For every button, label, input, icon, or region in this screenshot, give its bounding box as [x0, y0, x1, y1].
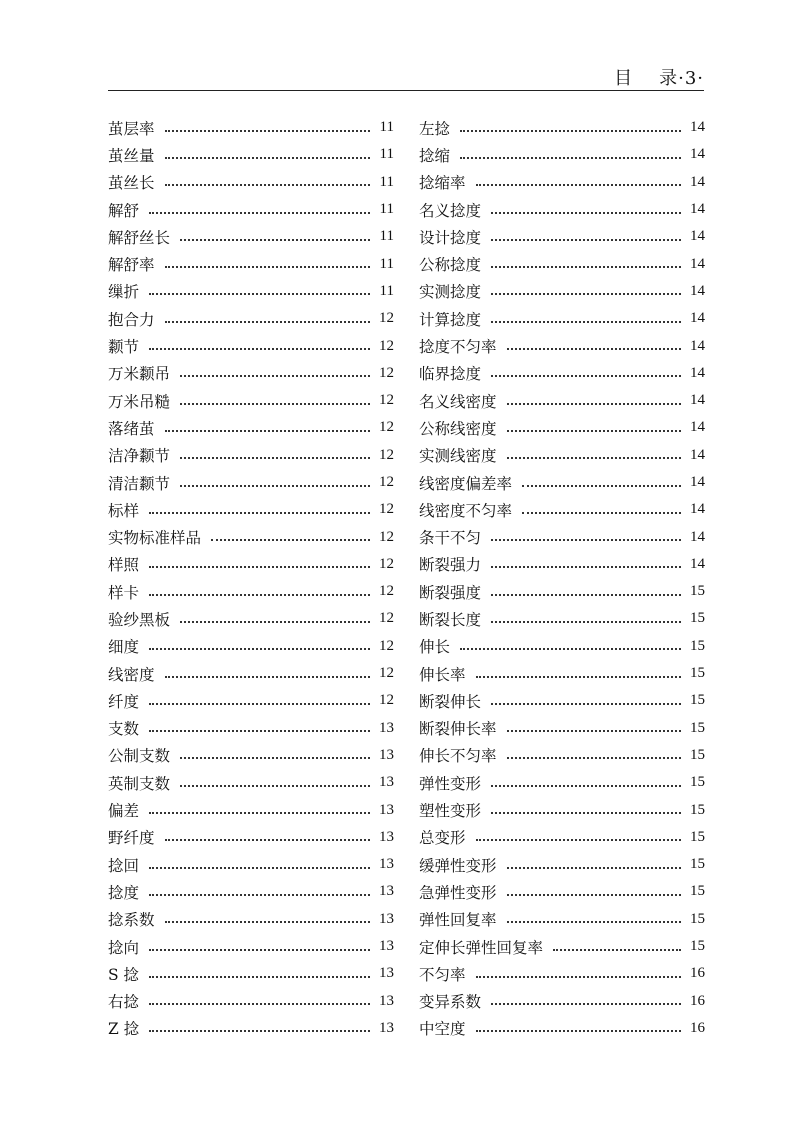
toc-entry[interactable] — [419, 141, 705, 168]
toc-entry-page-number: 11 — [379, 228, 394, 245]
toc-entry-term: 落绪茧 — [108, 419, 155, 438]
dot-leader — [507, 720, 681, 732]
toc-entry-term: 计算捻度 — [419, 310, 482, 329]
toc-entry[interactable] — [108, 578, 394, 605]
toc-entry[interactable] — [108, 605, 394, 632]
toc-entry-term: 临界捻度 — [419, 365, 482, 384]
dot-leader — [149, 638, 370, 650]
toc-entry-term: S 捻 — [108, 965, 140, 984]
toc-entry-page-number: 14 — [690, 337, 705, 354]
dot-leader — [211, 529, 370, 541]
dot-leader — [476, 966, 681, 978]
toc-entry-term: 解舒丝长 — [108, 228, 171, 247]
toc-entry-page-number: 14 — [690, 282, 705, 299]
dot-leader — [507, 338, 681, 350]
toc-entry-term: 野纤度 — [108, 829, 155, 848]
dot-leader — [180, 229, 370, 241]
toc-entry-page-number: 14 — [690, 419, 705, 436]
dot-leader — [507, 911, 681, 923]
toc-entry[interactable] — [108, 387, 394, 414]
toc-entry-page-number: 14 — [690, 255, 705, 272]
toc-entry[interactable] — [419, 715, 705, 742]
toc-entry-term: 茧丝量 — [108, 146, 155, 165]
toc-entry-term: 捻缩 — [419, 146, 451, 165]
toc-entry-term: 右捻 — [108, 993, 140, 1012]
dot-leader — [149, 693, 370, 705]
toc-entry-page-number: 14 — [690, 528, 705, 545]
toc-entry[interactable] — [419, 496, 705, 523]
toc-entry-page-number: 14 — [690, 201, 705, 218]
dot-leader — [149, 556, 370, 568]
toc-entry-term: 细度 — [108, 638, 140, 657]
dot-leader — [491, 256, 681, 268]
dot-leader — [491, 584, 681, 596]
toc-entry-term: 颣节 — [108, 338, 140, 357]
toc-entry[interactable] — [419, 414, 705, 441]
toc-entry[interactable] — [108, 715, 394, 742]
toc-entry[interactable] — [108, 141, 394, 168]
toc-entry[interactable] — [419, 633, 705, 660]
toc-entry-term: 洁净颣节 — [108, 447, 171, 466]
dot-leader — [507, 393, 681, 405]
toc-entry-page-number: 14 — [690, 364, 705, 381]
toc-entry-term: 定伸长弹性回复率 — [419, 938, 544, 957]
toc-entry-page-number: 12 — [379, 501, 394, 518]
toc-entry-term: 中空度 — [419, 1020, 466, 1039]
dot-leader — [180, 475, 370, 487]
toc-entry-term: 茧丝长 — [108, 174, 155, 193]
dot-leader — [491, 529, 681, 541]
toc-entry[interactable] — [108, 469, 394, 496]
dot-leader — [460, 120, 681, 132]
toc-entry-term: 公称线密度 — [419, 419, 497, 438]
toc-entry[interactable] — [419, 578, 705, 605]
toc-entry-term: 万米吊糙 — [108, 392, 171, 411]
toc-entry[interactable] — [419, 114, 705, 141]
dot-leader — [149, 1020, 370, 1032]
toc-entry[interactable] — [419, 878, 705, 905]
toc-entry-term: 总变形 — [419, 829, 466, 848]
dot-leader — [507, 747, 681, 759]
toc-entry[interactable] — [108, 796, 394, 823]
toc-entry-page-number: 13 — [379, 801, 394, 818]
toc-entry[interactable] — [419, 387, 705, 414]
toc-entry-page-number: 16 — [690, 992, 705, 1009]
dot-leader — [491, 311, 681, 323]
dot-leader — [180, 365, 370, 377]
toc-entry-page-number: 12 — [379, 419, 394, 436]
toc-entry-term: 设计捻度 — [419, 228, 482, 247]
toc-entry-page-number: 13 — [379, 965, 394, 982]
dot-leader — [165, 174, 370, 186]
toc-entry-page-number: 12 — [379, 364, 394, 381]
toc-entry-page-number: 12 — [379, 310, 394, 327]
toc-entry-page-number: 12 — [379, 392, 394, 409]
toc-entry[interactable] — [419, 660, 705, 687]
toc-entry-term: 清洁颣节 — [108, 474, 171, 493]
toc-entry-page-number: 16 — [690, 1019, 705, 1036]
dot-leader — [180, 393, 370, 405]
toc-entry-term: 断裂强度 — [419, 583, 482, 602]
toc-entry[interactable] — [419, 851, 705, 878]
toc-entry[interactable] — [108, 523, 394, 550]
dot-leader — [180, 775, 370, 787]
toc-entry[interactable] — [419, 169, 705, 196]
toc-entry[interactable] — [419, 605, 705, 632]
toc-entry[interactable] — [419, 442, 705, 469]
toc-entry-term: 纤度 — [108, 692, 140, 711]
toc-entry[interactable] — [419, 796, 705, 823]
dot-leader — [165, 147, 370, 159]
toc-entry-page-number: 13 — [379, 910, 394, 927]
toc-entry-page-number: 15 — [690, 665, 705, 682]
dot-leader — [149, 966, 370, 978]
dot-leader — [180, 611, 370, 623]
toc-entry-term: 断裂强力 — [419, 556, 482, 575]
toc-entry-term: 解舒率 — [108, 256, 155, 275]
toc-entry[interactable] — [108, 250, 394, 277]
toc-entry-page-number: 12 — [379, 610, 394, 627]
toc-entry-term: 弹性回复率 — [419, 911, 497, 930]
toc-entry[interactable] — [108, 332, 394, 359]
toc-entry-page-number: 12 — [379, 637, 394, 654]
toc-entry[interactable] — [108, 824, 394, 851]
toc-entry-page-number: 14 — [690, 446, 705, 463]
dot-leader — [165, 256, 370, 268]
toc-entry[interactable] — [419, 551, 705, 578]
toc-entry[interactable] — [108, 169, 394, 196]
dot-leader — [491, 556, 681, 568]
dot-leader — [507, 447, 681, 459]
toc-entry-term: 抱合力 — [108, 310, 155, 329]
toc-entry[interactable] — [108, 769, 394, 796]
toc-entry-page-number: 12 — [379, 692, 394, 709]
toc-entry-term: 条干不匀 — [419, 529, 482, 548]
dot-leader — [491, 993, 681, 1005]
toc-entry[interactable] — [419, 824, 705, 851]
dot-leader — [476, 174, 681, 186]
dot-leader — [149, 857, 370, 869]
toc-entry-page-number: 12 — [379, 583, 394, 600]
toc-entry-page-number: 13 — [379, 1019, 394, 1036]
toc-entry[interactable] — [108, 442, 394, 469]
toc-entry[interactable] — [108, 114, 394, 141]
toc-entry-page-number: 14 — [690, 119, 705, 136]
toc-entry[interactable] — [108, 278, 394, 305]
dot-leader — [149, 802, 370, 814]
toc-entry[interactable] — [419, 223, 705, 250]
toc-entry-page-number: 14 — [690, 474, 705, 490]
toc-entry[interactable] — [419, 523, 705, 550]
toc-entry[interactable] — [419, 332, 705, 359]
toc-entry-term: 缓弹性变形 — [419, 856, 497, 875]
toc-entry-page-number: 12 — [379, 665, 394, 682]
toc-entry[interactable] — [108, 906, 394, 933]
toc-entry-page-number: 11 — [379, 282, 394, 299]
header-title — [614, 64, 704, 90]
toc-entry-term: 断裂长度 — [419, 610, 482, 629]
toc-entry-page-number: 13 — [379, 719, 394, 736]
dot-leader — [165, 420, 370, 432]
toc-entry-term: 偏差 — [108, 802, 140, 821]
toc-entry-term: 缫折 — [108, 283, 140, 302]
toc-entry[interactable] — [108, 988, 394, 1015]
toc-entry-term: 捻度不匀率 — [419, 338, 497, 357]
toc-entry-page-number: 15 — [690, 746, 705, 763]
toc-entry[interactable] — [108, 414, 394, 441]
header-title-part2: 录 — [659, 68, 679, 89]
toc-entry-page-number: 15 — [690, 801, 705, 818]
toc-entry-term: 万米颣吊 — [108, 365, 171, 384]
dot-leader — [491, 802, 681, 814]
dot-leader — [491, 611, 681, 623]
toc-entry-term: 捻缩率 — [419, 174, 466, 193]
toc-entry-page-number: 12 — [379, 446, 394, 463]
toc-entry-page-number: 11 — [379, 255, 394, 272]
toc-entry[interactable] — [419, 769, 705, 796]
toc-entry-page-number: 13 — [379, 992, 394, 1009]
toc-entry-page-number: 13 — [379, 856, 394, 873]
dot-leader — [460, 638, 681, 650]
toc-entry-term: 断裂伸长 — [419, 692, 482, 711]
toc-entry-term: 验纱黑板 — [108, 610, 171, 629]
toc-entry[interactable] — [108, 223, 394, 250]
toc-entry-page-number: 15 — [690, 856, 705, 873]
dot-leader — [476, 1020, 681, 1032]
toc-entry-page-number: 12 — [379, 528, 394, 545]
toc-entry-page-number: 15 — [690, 637, 705, 654]
dot-leader — [165, 911, 370, 923]
toc-entry-term: 英制支数 — [108, 774, 171, 793]
toc-entry-page-number: 13 — [379, 828, 394, 845]
toc-entry-page-number: 11 — [379, 173, 394, 190]
toc-entry[interactable] — [108, 851, 394, 878]
dot-leader — [553, 939, 681, 951]
toc-entry-term: 塑性变形 — [419, 802, 482, 821]
dot-leader — [180, 447, 370, 459]
toc-entry-page-number: 14 — [690, 173, 705, 190]
toc-entry-page-number: 15 — [690, 583, 705, 600]
toc-entry-term: 公制支数 — [108, 747, 171, 766]
toc-entry-page-number: 15 — [690, 774, 705, 791]
toc-entry-page-number: 15 — [690, 938, 705, 955]
dot-leader — [491, 775, 681, 787]
toc-entry[interactable] — [108, 960, 394, 987]
toc-entry[interactable] — [419, 250, 705, 277]
toc-entry[interactable] — [108, 1015, 394, 1042]
toc-entry-term: 公称捻度 — [419, 256, 482, 275]
toc-entry[interactable] — [419, 196, 705, 223]
toc-entry-term: 名义线密度 — [419, 392, 497, 411]
toc-entry-term: 实测捻度 — [419, 283, 482, 302]
toc-entry[interactable] — [108, 551, 394, 578]
toc-entry[interactable] — [419, 933, 705, 960]
page-header — [108, 60, 704, 91]
dot-leader — [507, 857, 681, 869]
toc-entry[interactable] — [419, 305, 705, 332]
toc-entry-page-number: 13 — [379, 938, 394, 955]
dot-leader — [522, 502, 681, 514]
toc-entry[interactable] — [419, 988, 705, 1015]
toc-entry-page-number: 14 — [690, 310, 705, 327]
toc-entry-term: 样卡 — [108, 583, 140, 602]
dot-leader — [491, 365, 681, 377]
toc-entry[interactable] — [419, 360, 705, 387]
toc-left-column — [108, 114, 394, 1042]
toc-entry-term: 标样 — [108, 501, 140, 520]
dot-leader — [149, 720, 370, 732]
toc-entry-term: 伸长不匀率 — [419, 747, 497, 766]
dot-leader — [165, 120, 370, 132]
toc-entry-term: 支数 — [108, 720, 140, 739]
toc-entry[interactable] — [108, 360, 394, 387]
toc-entry-page-number: 12 — [379, 474, 394, 490]
toc-entry-page-number: 15 — [690, 828, 705, 845]
toc-entry-term: 线密度偏差率 — [419, 474, 513, 493]
toc-entry-page-number: 11 — [379, 119, 394, 136]
dot-leader — [491, 693, 681, 705]
toc-entry[interactable] — [108, 305, 394, 332]
toc-entry[interactable] — [108, 687, 394, 714]
toc-right-column — [419, 114, 705, 1042]
toc-entry-term: 左捻 — [419, 119, 451, 138]
dot-leader — [460, 147, 681, 159]
toc-entry[interactable] — [108, 878, 394, 905]
toc-entry-page-number: 14 — [690, 501, 705, 518]
toc-entry-page-number: 15 — [690, 883, 705, 900]
toc-entry-page-number: 12 — [379, 555, 394, 572]
toc-entry-term: 实测线密度 — [419, 447, 497, 466]
toc-entry-term: 茧层率 — [108, 119, 155, 138]
toc-entry[interactable] — [108, 633, 394, 660]
toc-entry-term: 急弹性变形 — [419, 883, 497, 902]
dot-leader — [491, 229, 681, 241]
toc-entry-page-number: 15 — [690, 910, 705, 927]
dot-leader — [165, 311, 370, 323]
toc-entry-term: 解舒 — [108, 201, 140, 220]
toc-entry-page-number: 13 — [379, 746, 394, 763]
toc-entry[interactable] — [108, 660, 394, 687]
toc-entry-term: Z 捻 — [108, 1020, 140, 1039]
dot-leader — [476, 829, 681, 841]
dot-leader — [522, 475, 681, 487]
toc-entry-page-number: 11 — [379, 146, 394, 163]
toc-entry-page-number: 14 — [690, 392, 705, 409]
toc-entry[interactable] — [419, 1015, 705, 1042]
toc-entry[interactable] — [419, 960, 705, 987]
toc-entry-term: 变异系数 — [419, 993, 482, 1012]
toc-entry-term: 断裂伸长率 — [419, 720, 497, 739]
dot-leader — [149, 584, 370, 596]
toc-entry[interactable] — [108, 496, 394, 523]
toc-entry-term: 弹性变形 — [419, 774, 482, 793]
header-title-part1: 目 — [614, 68, 634, 89]
toc-entry-term: 捻回 — [108, 856, 140, 875]
toc-entry-term: 捻向 — [108, 938, 140, 957]
toc-entry[interactable] — [419, 687, 705, 714]
toc-entry-term: 实物标准样品 — [108, 529, 202, 548]
dot-leader — [507, 420, 681, 432]
toc-entry[interactable] — [419, 742, 705, 769]
toc-entry-term: 线密度 — [108, 665, 155, 684]
toc-entry-term: 不匀率 — [419, 965, 466, 984]
toc-entry[interactable] — [419, 278, 705, 305]
toc-entry[interactable] — [108, 742, 394, 769]
toc-entry-term: 伸长 — [419, 638, 451, 657]
toc-entry-term: 线密度不匀率 — [419, 501, 513, 520]
toc-entry-page-number: 15 — [690, 610, 705, 627]
toc-entry-page-number: 14 — [690, 555, 705, 572]
toc-entry-page-number: 16 — [690, 965, 705, 982]
dot-leader — [491, 202, 681, 214]
toc-entry-page-number: 13 — [379, 774, 394, 791]
dot-leader — [476, 666, 681, 678]
toc-entry-term: 捻度 — [108, 883, 140, 902]
toc-entry[interactable] — [108, 196, 394, 223]
dot-leader — [491, 283, 681, 295]
toc-entry[interactable] — [419, 469, 705, 496]
toc-entry-page-number: 14 — [690, 146, 705, 163]
header-page-number: ·3· — [678, 68, 704, 89]
dot-leader — [149, 502, 370, 514]
toc-entry[interactable] — [108, 933, 394, 960]
toc-entry-term: 伸长率 — [419, 665, 466, 684]
toc-entry[interactable] — [419, 906, 705, 933]
toc-entry-page-number: 14 — [690, 228, 705, 245]
dot-leader — [180, 747, 370, 759]
toc-entry-term: 样照 — [108, 556, 140, 575]
dot-leader — [149, 283, 370, 295]
toc-entry-term: 名义捻度 — [419, 201, 482, 220]
toc-entry-page-number: 13 — [379, 883, 394, 900]
dot-leader — [165, 666, 370, 678]
toc-entry-page-number: 15 — [690, 719, 705, 736]
toc-entry-term: 捻系数 — [108, 911, 155, 930]
dot-leader — [149, 884, 370, 896]
toc-entry-page-number: 15 — [690, 692, 705, 709]
dot-leader — [149, 939, 370, 951]
dot-leader — [149, 993, 370, 1005]
dot-leader — [507, 884, 681, 896]
dot-leader — [165, 829, 370, 841]
dot-leader — [149, 202, 370, 214]
toc-entry-page-number: 11 — [379, 201, 394, 218]
dot-leader — [149, 338, 370, 350]
toc-entry-page-number: 12 — [379, 337, 394, 354]
